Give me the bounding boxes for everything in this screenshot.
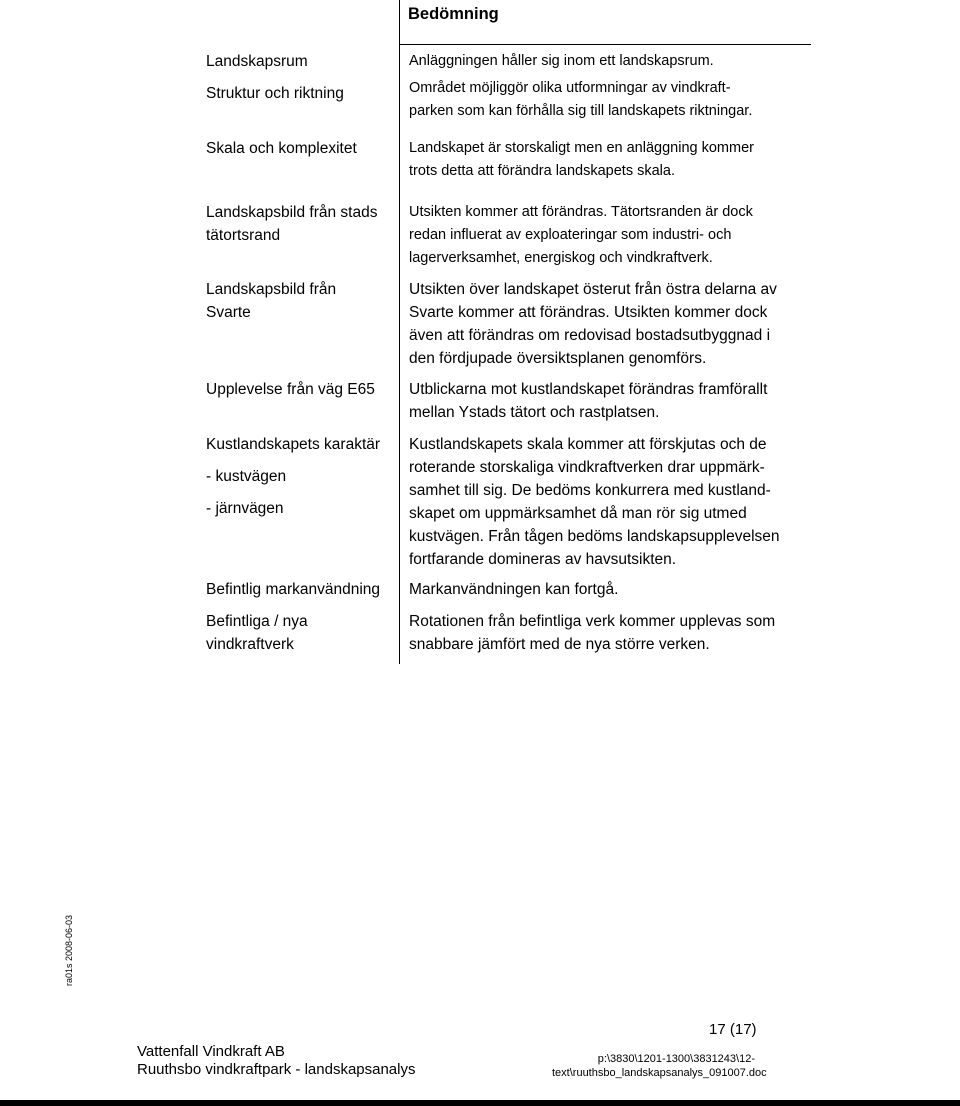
revision-side-note: ra01s 2008-06-03 [64,914,74,986]
column-divider [399,0,400,664]
row-label: Befintliga / nya vindkraftverk [206,613,308,653]
footer-left: Vattenfall Vindkraft AB Ruuthsbo vindkraftpark - landskapsanalys [137,1043,416,1078]
row-text: Kustlandskapets skala kommer att förskjutas och de roterande storskaliga vindkraftverken drar uppmärk- samhet till sig. De bedöms konkurrera med kustland- skapet om uppmärksamhet då man rör sig utmed kustvägen. Från tågen bedöms landskapsupplevelsen fortfarande domineras av havsutsikten. [409,436,780,568]
row-label: Befintlig markanvändning [206,581,381,598]
row-text: Anläggningen håller sig inom ett landskapsrum. [409,53,714,69]
row-text: Landskapet är storskaligt men en anläggning kommer trots detta att förändra landskapets skala. [409,140,754,179]
row-text: Utsikten över landskapet österut från östra delarna av Svarte kommer att förändras. Utsikten kommer dock även att förändras om redovisad bostadsutbyggnad i den fördjupade översiktsplanen genomförs. [409,281,777,367]
row-label: Skala och komplexitet [206,140,357,157]
row-label: Landskapsbild från Svarte [206,281,337,321]
row-label: - kustvägen [206,468,287,485]
row-text: Området möjliggör olika utformningar av vindkraft- parken som kan förhålla sig till landskapets riktningar. [409,80,753,119]
row-label: Kustlandskapets karaktär [206,436,381,453]
row-text: Utsikten kommer att förändras. Tätortsranden är dock redan influerat av exploateringar som industri- och lagerverksamhet, energiskog och vindkraftverk. [409,204,753,266]
bottom-border [0,1100,960,1106]
row-label: Landskapsrum [206,53,308,70]
assessment-heading: Bedömning [408,5,499,23]
row-label: Upplevelse från väg E65 [206,381,375,398]
row-label: Struktur och riktning [206,85,344,102]
row-text: Utblickarna mot kustlandskapet förändras framförallt mellan Ystads tätort och rastplatsen. [409,381,768,421]
row-label: Landskapsbild från stads tätortsrand [206,204,378,244]
heading-rule [400,44,811,45]
footer-file-path: p:\3830\1201-1300\3831243\12- text\ruuthsbo_landskapsanalys_091007.doc [552,1053,767,1079]
row-text: Rotationen från befintliga verk kommer upplevas som snabbare jämfört med de nya större verken. [409,613,776,653]
page-number: 17 (17) [709,1021,757,1038]
row-text: Markanvändningen kan fortgå. [409,581,619,598]
row-label: - järnvägen [206,500,284,517]
